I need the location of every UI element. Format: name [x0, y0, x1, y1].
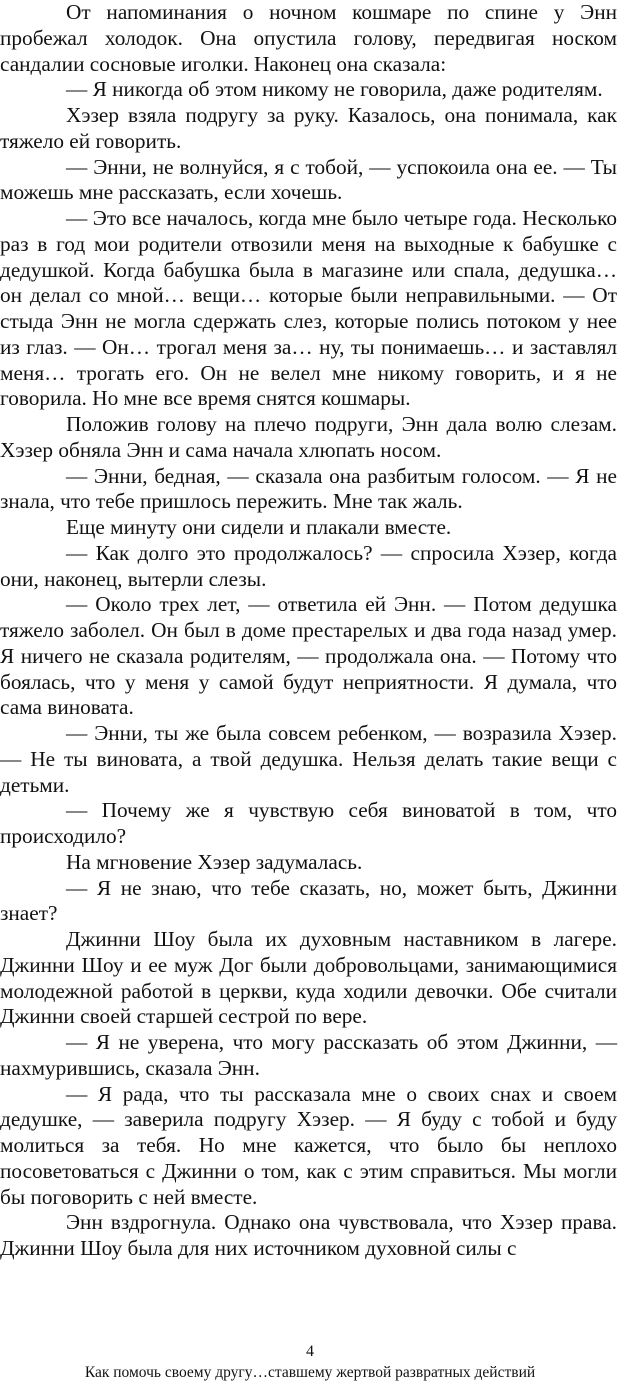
paragraph: — Я рада, что ты рассказала мне о своих снах и своем дедушке, — заверила подругу Хэзер. — Я буду с тобой и буду молиться за тебя. Но мне кажется, что было бы неплохо посоветоваться с Джинни о том, как с этим справиться. Мы могли бы поговорить с ней вместе. — [0, 1081, 617, 1209]
paragraph: Энн вздрогнула. Однако она чувствовала, что Хэзер права. Джинни Шоу была для них источником духовной силы с — [0, 1210, 617, 1260]
running-footer-title: Как помочь своему другу…ставшему жертвой развратных действий — [84, 1364, 536, 1381]
paragraph: — Я никогда об этом никому не говорила, даже родителям. — [66, 77, 603, 102]
paragraph: От напоминания о ночном кошмаре по спине у Энн пробежал холодок. Она опустила голову, передвигая носком сандалии сосновые иголки. Наконец она сказала: — [0, 0, 617, 76]
paragraph: — Я не уверена, что могу рассказать об этом Джинни, — нахмурившись, сказала Энн. — [0, 1030, 617, 1080]
paragraph: Положив голову на плечо подруги, Энн дала волю слезам. Хэзер обняла Энн и сама начала хлюпать носом. — [0, 412, 617, 462]
paragraph: — Энни, ты же была совсем ребенком, — возразила Хэзер. — Не ты виновата, а твой дедушка. Нельзя делать такие вещи с детьми. — [0, 721, 617, 797]
paragraph: — Я не знаю, что тебе сказать, но, может быть, Джинни знает? — [0, 875, 617, 926]
paragraph: Еще минуту они сидели и плакали вместе. — [66, 515, 452, 539]
paragraph: — Это все началось, когда мне было четыре года. Несколько раз в год мои родители отвозили меня на выходные к бабушке с дедушкой. Когда бабушка была в магазине или спала, дедушка… он делал со мной… вещи… которые были неправильными. — От стыда Энн не могла сдержать слез, которые полись потоком у нее из глаз. — Он… трогал меня за… ну, ты понимаешь… и заставлял меня… трогать его. Он не велел мне никому говорить, и я не говорила. Но мне все время снятся кошмары. — [0, 206, 617, 411]
paragraph: Джинни Шоу была их духовным наставником в лагере. Джинни Шоу и ее муж Дог были добровольцами, занимающимися молодежной работой в церкви, куда ходили девочки. Обе считали Джинни своей старшей сестрой по вере. — [0, 927, 617, 1029]
paragraph: — Как долго это продолжалось? — спросила Хэзер, когда они, наконец, вытерли слезы. — [0, 540, 617, 591]
page-number: 4 — [306, 1343, 314, 1360]
paragraph: На мгновение Хэзер задумалась. — [66, 849, 363, 874]
paragraph: — Почему же я чувствую себя виноватой в том, что происходило? — [0, 798, 617, 848]
paragraph: — Энни, бедная, — сказала она разбитым голосом. — Я не знала, что тебе пришлось пережить. Мне так жаль. — [0, 463, 617, 514]
paragraph: — Энни, не волнуйся, я с тобой, — успокоила она ее. — Ты можешь мне рассказать, если хочешь. — [0, 154, 617, 205]
paragraph: Хэзер взяла подругу за руку. Казалось, она понимала, как тяжело ей говорить. — [0, 103, 617, 153]
paragraph: — Около трех лет, — ответила ей Энн. — Потом дедушка тяжело заболел. Он был в доме престарелых и два года назад умер. Я ничего не сказала родителям, — продолжала она. — Потому что боялась, что у меня у самой будут неприятности. Я думала, что сама виновата. — [0, 592, 617, 720]
